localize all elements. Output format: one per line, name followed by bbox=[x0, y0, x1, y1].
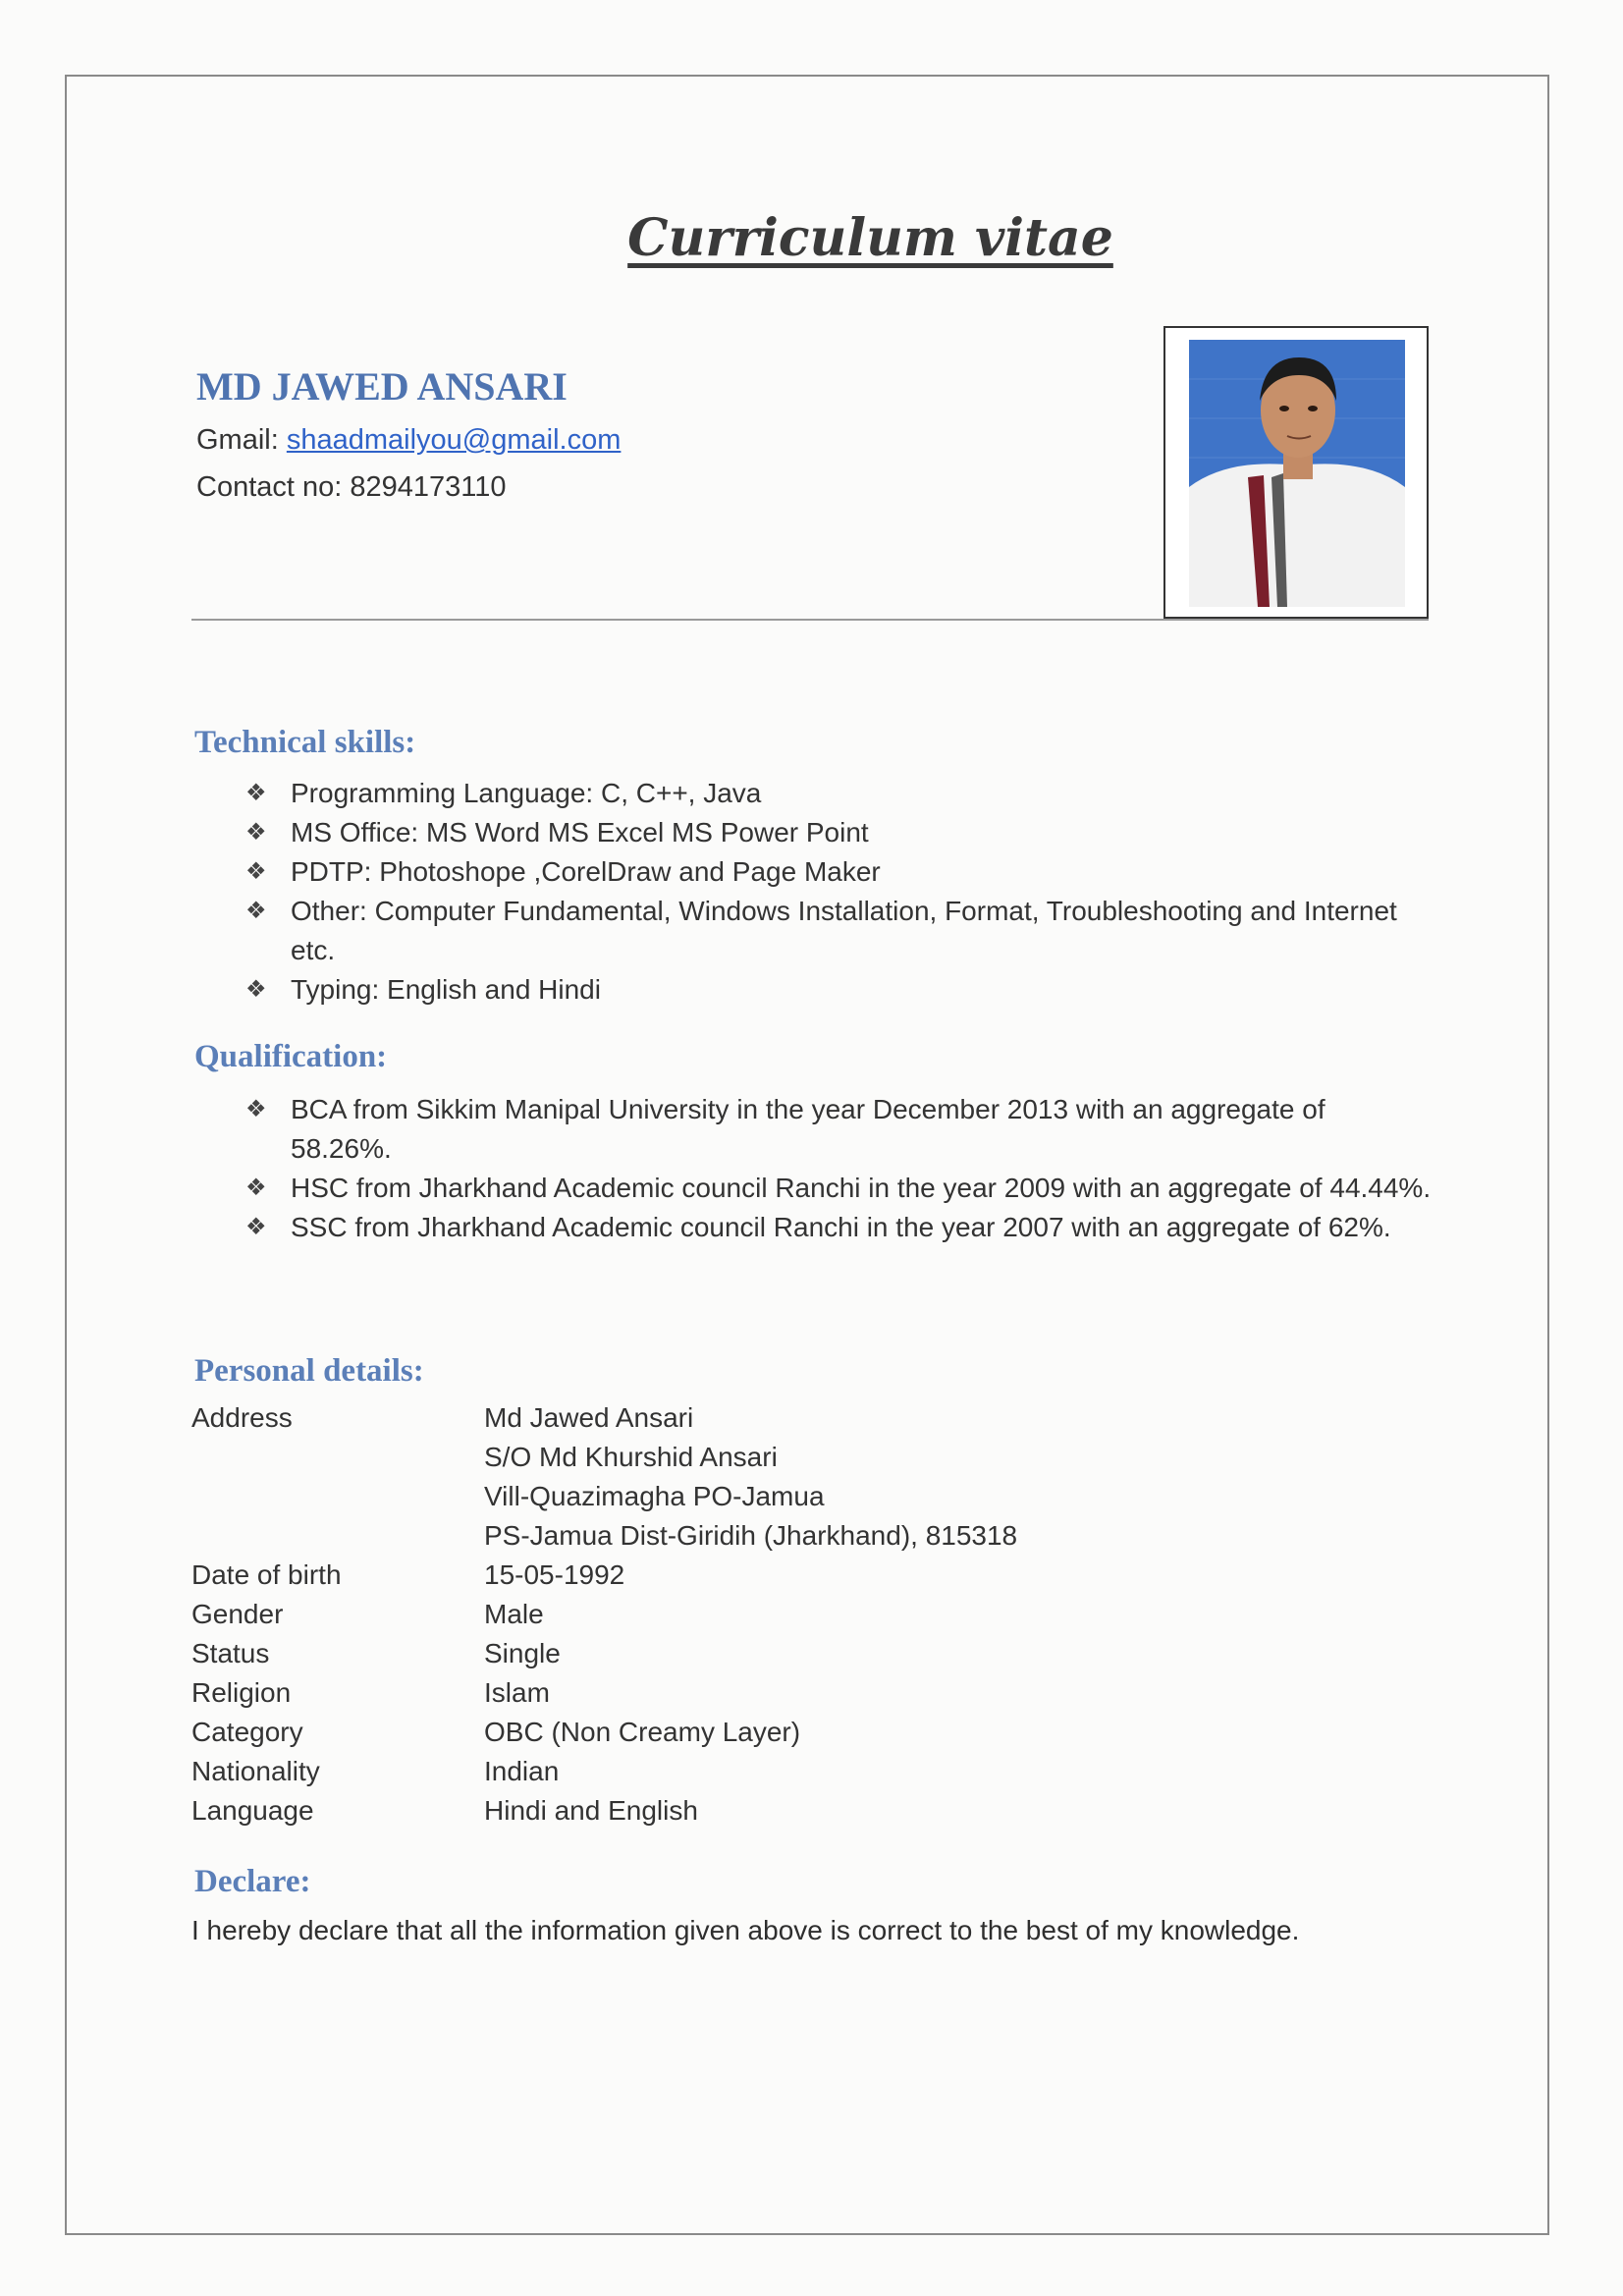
declaration-text: I hereby declare that all the information given above is correct to the best of my knowledge. bbox=[191, 1915, 1300, 1945]
profile-photo-image bbox=[1189, 340, 1405, 607]
detail-label: Date of birth bbox=[191, 1559, 342, 1590]
detail-label: Status bbox=[191, 1638, 270, 1668]
dob-row bbox=[191, 1556, 1370, 1595]
declare-heading: Declare: bbox=[194, 1864, 311, 1899]
qualification-list bbox=[245, 1090, 1434, 1247]
address-line: S/O Md Khurshid Ansari bbox=[484, 1442, 778, 1472]
four-diamond-bullet-icon: ❖ bbox=[245, 1214, 267, 1240]
detail-label: Gender bbox=[191, 1599, 284, 1629]
list-item: ❖ BCA from Sikkim Manipal University in the year December 2013 with an aggregate of 58.26%. bbox=[245, 1090, 1434, 1169]
four-diamond-bullet-icon: ❖ bbox=[245, 780, 267, 806]
email-label: Gmail: bbox=[196, 424, 279, 456]
detail-value: Hindi and English bbox=[484, 1795, 698, 1826]
four-diamond-bullet-icon: ❖ bbox=[245, 898, 267, 924]
qualification-heading: Qualification: bbox=[194, 1039, 388, 1074]
detail-value: Indian bbox=[484, 1756, 560, 1786]
nationality-row bbox=[191, 1752, 1370, 1791]
email-line bbox=[196, 424, 621, 457]
candidate-name: MD JAWED ANSARI bbox=[196, 364, 568, 409]
detail-value: 15-05-1992 bbox=[484, 1559, 625, 1590]
gender-row bbox=[191, 1595, 1370, 1634]
address-line: Md Jawed Ansari bbox=[484, 1402, 694, 1433]
four-diamond-bullet-icon: ❖ bbox=[245, 976, 267, 1003]
four-diamond-bullet-icon: ❖ bbox=[245, 819, 267, 846]
technical-skills-list bbox=[245, 774, 1434, 1010]
phone-label: Contact no: bbox=[196, 471, 343, 503]
detail-label: Category bbox=[191, 1717, 303, 1747]
phone-line bbox=[196, 471, 507, 504]
list-item: ❖ SSC from Jharkhand Academic council Ranchi in the year 2007 with an aggregate of 62%. bbox=[245, 1208, 1434, 1247]
list-item: ❖ PDTP: Photoshope ,CorelDraw and Page Maker bbox=[245, 852, 1434, 892]
four-diamond-bullet-icon: ❖ bbox=[245, 1096, 267, 1122]
four-diamond-bullet-icon: ❖ bbox=[245, 1175, 267, 1201]
status-row bbox=[191, 1634, 1370, 1673]
header-divider bbox=[191, 619, 1429, 621]
list-item: ❖ MS Office: MS Word MS Excel MS Power Point bbox=[245, 813, 1434, 852]
technical-skills-heading: Technical skills: bbox=[194, 725, 416, 760]
address-row bbox=[191, 1398, 1370, 1556]
detail-label: Language bbox=[191, 1795, 314, 1826]
address-label: Address bbox=[191, 1402, 293, 1433]
list-item: ❖ Programming Language: C, C++, Java bbox=[245, 774, 1434, 813]
personal-details-heading: Personal details: bbox=[194, 1353, 424, 1389]
page-title: Curriculum vitae bbox=[627, 208, 1113, 268]
category-row bbox=[191, 1713, 1370, 1752]
language-row bbox=[191, 1791, 1370, 1831]
four-diamond-bullet-icon: ❖ bbox=[245, 858, 267, 885]
detail-value: Male bbox=[484, 1599, 544, 1629]
religion-row bbox=[191, 1673, 1370, 1713]
email-link[interactable]: shaadmailyou@gmail.com bbox=[286, 424, 622, 456]
detail-label: Religion bbox=[191, 1677, 292, 1708]
list-item: ❖ Other: Computer Fundamental, Windows Installation, Format, Troubleshooting and Internet etc. bbox=[245, 892, 1434, 970]
list-item: ❖ HSC from Jharkhand Academic council Ranchi in the year 2009 with an aggregate of 44.44%. bbox=[245, 1169, 1434, 1208]
list-item: ❖ Typing: English and Hindi bbox=[245, 970, 1434, 1010]
address-line: PS-Jamua Dist-Giridih (Jharkhand), 815318 bbox=[484, 1520, 1018, 1551]
detail-value: Single bbox=[484, 1638, 561, 1668]
phone-number: 8294173110 bbox=[350, 471, 507, 503]
detail-label: Nationality bbox=[191, 1756, 320, 1786]
personal-details-table bbox=[191, 1398, 1370, 1831]
address-line: Vill-Quazimagha PO-Jamua bbox=[484, 1481, 825, 1511]
profile-photo bbox=[1163, 326, 1429, 619]
detail-value: OBC (Non Creamy Layer) bbox=[484, 1717, 801, 1747]
address-value bbox=[484, 1398, 1370, 1556]
detail-value: Islam bbox=[484, 1677, 550, 1708]
